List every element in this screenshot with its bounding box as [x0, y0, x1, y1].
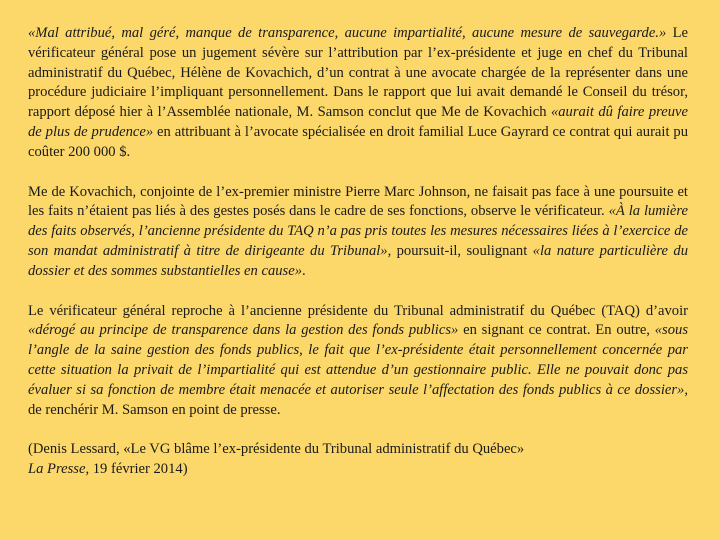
citation-date: , 19 février 2014)	[85, 461, 188, 478]
paragraph-1	[28, 24, 688, 163]
citation-source: La Presse	[28, 461, 86, 478]
paragraph-2	[28, 183, 688, 282]
transparency-quote: «dérogé au principe de transparence dans la gestion des fonds publics»	[28, 322, 459, 339]
impartiality-quote: «sous l’angle de la saine gestion des fonds publics, le fait que l’ex-présidente était personnellement concernée par cette situation la privait de l’impartialité qui est attendue d’un gestionnaire public. Elle ne pouvait donc pas évaluer si sa fonction de membre était menacée et autoriser seule l’affectation des fonds publics à ce dossier»	[28, 322, 688, 398]
prudence-quote: «aurait dû faire preuve de plus de prudence»	[28, 104, 689, 140]
paragraph-2-text-a: Me de Kovachich, conjointe de l’ex-premier ministre Pierre Marc Johnson, ne faisait pas face à une poursuite et les faits n’étaient pas liés à des gestes posés dans le cadre de ses fonctions, observe le vérificateur.	[28, 183, 688, 220]
paragraph-1-text-b: en attribuant à l’avocate spécialisée en droit familial Luce Gayrard ce contrat qui aurait pu coûter 200 000 $.	[28, 123, 689, 160]
mandate-quote: «À la lumière des faits observés, l’ancienne présidente du TAQ n’a pas pris toutes les mesures nécessaires liées à l’exercice de son mandat administratif à titre de dirigeante du Tribunal»	[28, 203, 688, 259]
paragraph-3	[28, 302, 688, 421]
citation-line: (Denis Lessard, «Le VG blâme l’ex-présidente du Tribunal administratif du Québec»	[28, 441, 525, 458]
sums-quote: «la nature particulière du dossier et des sommes substantielles en cause»	[28, 242, 688, 279]
paragraph-3-text-c: , de renchérir M. Samson en point de presse.	[28, 381, 688, 418]
paragraph-2-text-b: , poursuit-il, soulignant	[387, 242, 533, 259]
paragraph-1-text-a: Le vérificateur général pose un jugement sévère sur l’attribution par l’ex-présidente et juge en chef du Tribunal administratif du Québec, Hélène de Kovachich, d’un contrat à une avocate chargée de la représenter dans une procédure judiciaire l’impliquant personnellement. Dans le rapport que lui avait demandé le Conseil du trésor, rapport déposé hier à l’Assemblée nationale, M. Samson conclut que Me de Kovachich	[28, 25, 689, 121]
citation	[28, 440, 688, 480]
paragraph-3-text-b: en signant ce contrat. En outre,	[458, 322, 655, 339]
opening-quote: «Mal attribué, mal géré, manque de transparence, aucune impartialité, aucune mesure de sauvegarde.»	[28, 25, 667, 41]
paragraph-2-text-c: .	[302, 262, 306, 279]
paragraph-3-text-a: Le vérificateur général reproche à l’ancienne présidente du Tribunal administratif du Québec (TAQ) d’avoir	[28, 302, 688, 319]
